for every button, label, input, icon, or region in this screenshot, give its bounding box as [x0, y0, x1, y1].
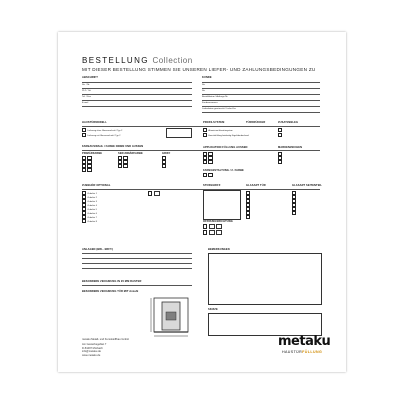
remarks-title: BEMERKUNGEN [208, 248, 230, 251]
glass-door-title: GLASART TÜR [246, 184, 266, 187]
attachments-title: ANLAGEN (BRL. ERFT.) [82, 248, 114, 251]
accessory-1[interactable]: Zubehör 1 [82, 191, 97, 196]
checkbox[interactable] [82, 219, 86, 223]
color-primary-4[interactable] [82, 168, 93, 173]
footer-line-2: D-54497 Morbach [82, 346, 103, 350]
mini-box [209, 224, 215, 229]
accessory-2[interactable]: Zubehör 2 [82, 195, 97, 200]
sketch-title: SKIZZE [208, 308, 218, 311]
checkbox[interactable] [278, 160, 282, 164]
glass-door-option-7[interactable] [246, 215, 251, 220]
footer-company: metaku Metall- und Kunststoffbau GmbH [82, 338, 129, 341]
model-title: HAUSTÜRMODELL [82, 121, 107, 124]
push-handle-box[interactable] [203, 190, 241, 220]
checkbox[interactable] [203, 173, 207, 177]
order-form-page [58, 32, 346, 372]
model-input-box[interactable] [166, 128, 192, 138]
address-right-line-3[interactable] [202, 100, 320, 101]
mini-box [209, 230, 215, 235]
mini-input[interactable] [154, 191, 160, 196]
address-left-line-2[interactable] [82, 94, 192, 95]
checkbox[interactable] [118, 164, 122, 168]
address-right-field-5: Lieferdatum gewünscht / Liefer-Kw [202, 108, 236, 110]
glass-side-option-6[interactable] [292, 211, 297, 216]
extra-option-2[interactable] [278, 133, 283, 138]
title-main: BESTELLUNG [82, 56, 149, 65]
checkbox[interactable] [82, 128, 86, 132]
opening-option-1[interactable] [203, 224, 222, 229]
title-sub: Collection [152, 56, 193, 65]
mini-box [216, 230, 222, 235]
colors-primary-title: PRIMÄRFARBE [82, 152, 103, 155]
address-left-field-2: PLZ / Ort [82, 90, 91, 92]
opening-option-2[interactable] [203, 230, 222, 235]
brand-option-3[interactable] [278, 160, 283, 165]
address-right-field-2: Str. [202, 90, 206, 92]
handle-title: TÜRDRÜCKER [246, 121, 266, 124]
accessory-extra[interactable] [148, 191, 160, 196]
checkbox[interactable] [246, 215, 250, 219]
footer-line-3: info@metaku.de [82, 350, 101, 353]
address-right-line-5[interactable] [202, 112, 320, 113]
checkbox[interactable] [278, 128, 282, 132]
checkbox[interactable] [82, 133, 86, 137]
door-drawing-icon [148, 292, 198, 340]
attachments-line-3[interactable] [82, 268, 192, 269]
address-left-field-4: E-mail [82, 102, 89, 104]
colors-brand-title: MARKENZEICHEN [278, 146, 303, 149]
footer-line-4: www.metaku.de [82, 353, 101, 357]
address-left-title: ABSCHRIFT [82, 76, 98, 79]
checkbox[interactable] [148, 191, 152, 195]
application-option-3[interactable] [203, 160, 214, 165]
remarks-box[interactable] [208, 253, 322, 305]
colors-title: FARBAUSWAHL / FARBE INNEN UND AUSSEN [82, 145, 144, 148]
second-color-option-1[interactable] [203, 173, 214, 178]
push-handle-title: STOSSGRIFF [203, 184, 221, 187]
opening-direction-title: ÖFFNUNGSRICHTUNG [203, 220, 233, 223]
checkbox[interactable] [208, 173, 212, 177]
drawing-door-title: BESONDERE ZEICHNUNG TÜR MIT Anzahl [82, 290, 139, 293]
color-grip-3[interactable] [162, 164, 167, 169]
extra-title: ZUSATZBELEG [278, 121, 299, 124]
colors-application-title: APPLIKATION FÜLLUNG AUSSEN [203, 146, 248, 149]
attachments-line-1[interactable] [82, 258, 192, 259]
address-left-line-3[interactable] [82, 100, 192, 101]
footer-line-1: Am Gewerbegebiet 7 [82, 343, 107, 346]
checkbox[interactable] [162, 164, 166, 168]
checkbox[interactable] [278, 133, 282, 137]
address-right-field-1: Str. [202, 84, 206, 86]
color-secondary-3[interactable] [118, 164, 129, 169]
drawing-raster-line[interactable] [82, 285, 192, 286]
mini-box [216, 224, 222, 229]
colors-secondary-title: SEKUNDÄRFARBE [118, 152, 143, 155]
address-right-line-1[interactable] [202, 88, 320, 89]
colors-grip-title: GRIFF [162, 152, 171, 155]
address-right-field-4: Kundennummer [202, 102, 218, 104]
checkbox[interactable] [208, 160, 212, 164]
checkbox[interactable] [82, 168, 86, 172]
accessory-8[interactable]: Zubehör 8 [82, 219, 97, 224]
model-option-1[interactable]: Lieferung ohne Glasausschnitt / Typ 2 [82, 128, 122, 133]
checkbox[interactable] [203, 224, 207, 228]
checkbox[interactable] [87, 168, 91, 172]
address-right-line-4[interactable] [202, 106, 320, 107]
accessory-6[interactable]: Zubehör 6 [82, 211, 97, 216]
address-right-line-2[interactable] [202, 94, 320, 95]
accessory-4[interactable]: Zubehör 4 [82, 203, 97, 208]
accessory-5[interactable]: Zubehör 5 [82, 207, 97, 212]
colors-second-title: FARBGESTALTUNG / 2. FARBE [203, 169, 244, 172]
sketch-box[interactable] [208, 313, 322, 336]
profile-option-2[interactable]: Haustürfüllung beidseitig flügelüberdeckend [203, 133, 249, 138]
model-option-2[interactable]: Lieferung mit Glasausschnitt / Typ 2 [82, 133, 120, 138]
glass-side-title: GLASART SEITENTEIL [292, 184, 323, 187]
checkbox[interactable] [123, 164, 127, 168]
checkbox[interactable] [292, 211, 296, 215]
attachments-line-2[interactable] [82, 263, 192, 264]
address-left-line-4[interactable] [82, 106, 192, 107]
address-left-line-1[interactable] [82, 88, 192, 89]
profile-option-1[interactable]: Aluminium-Haustürsystem [203, 128, 233, 133]
checkbox[interactable] [203, 160, 207, 164]
checkbox[interactable] [203, 128, 207, 132]
logo-tagline: HAUSTÜRFÜLLUNG [282, 350, 323, 354]
checkbox[interactable] [203, 133, 207, 137]
form-title [82, 56, 193, 65]
accessory-7[interactable]: Zubehör 7 [82, 215, 97, 220]
checkbox[interactable] [203, 230, 207, 234]
address-left-field-3: Tel. / Fax [82, 96, 91, 98]
address-right-title: KUNDE [202, 76, 212, 79]
accessory-3[interactable]: Zubehör 3 [82, 199, 97, 204]
metaku-logo: metaku [278, 334, 331, 349]
address-right-field-3: Bestelldatum / Auftrags-Nr. [202, 96, 229, 98]
accessories-title: ZUBEHÖR OPTIONAL [82, 184, 111, 187]
profile-title: PROFILSYSTEM [203, 121, 225, 124]
drawing-raster-title: BESONDERE ZEICHNUNG IN 20 MM RASTER [82, 280, 142, 283]
form-subtitle: MIT DIESER BESTELLUNG STIMMEN SIE UNSEREN LIEFER- UND ZAHLUNGSBEDINGUNGEN ZU [82, 67, 316, 72]
address-left-field-1: Str. / Nr. [82, 84, 90, 86]
